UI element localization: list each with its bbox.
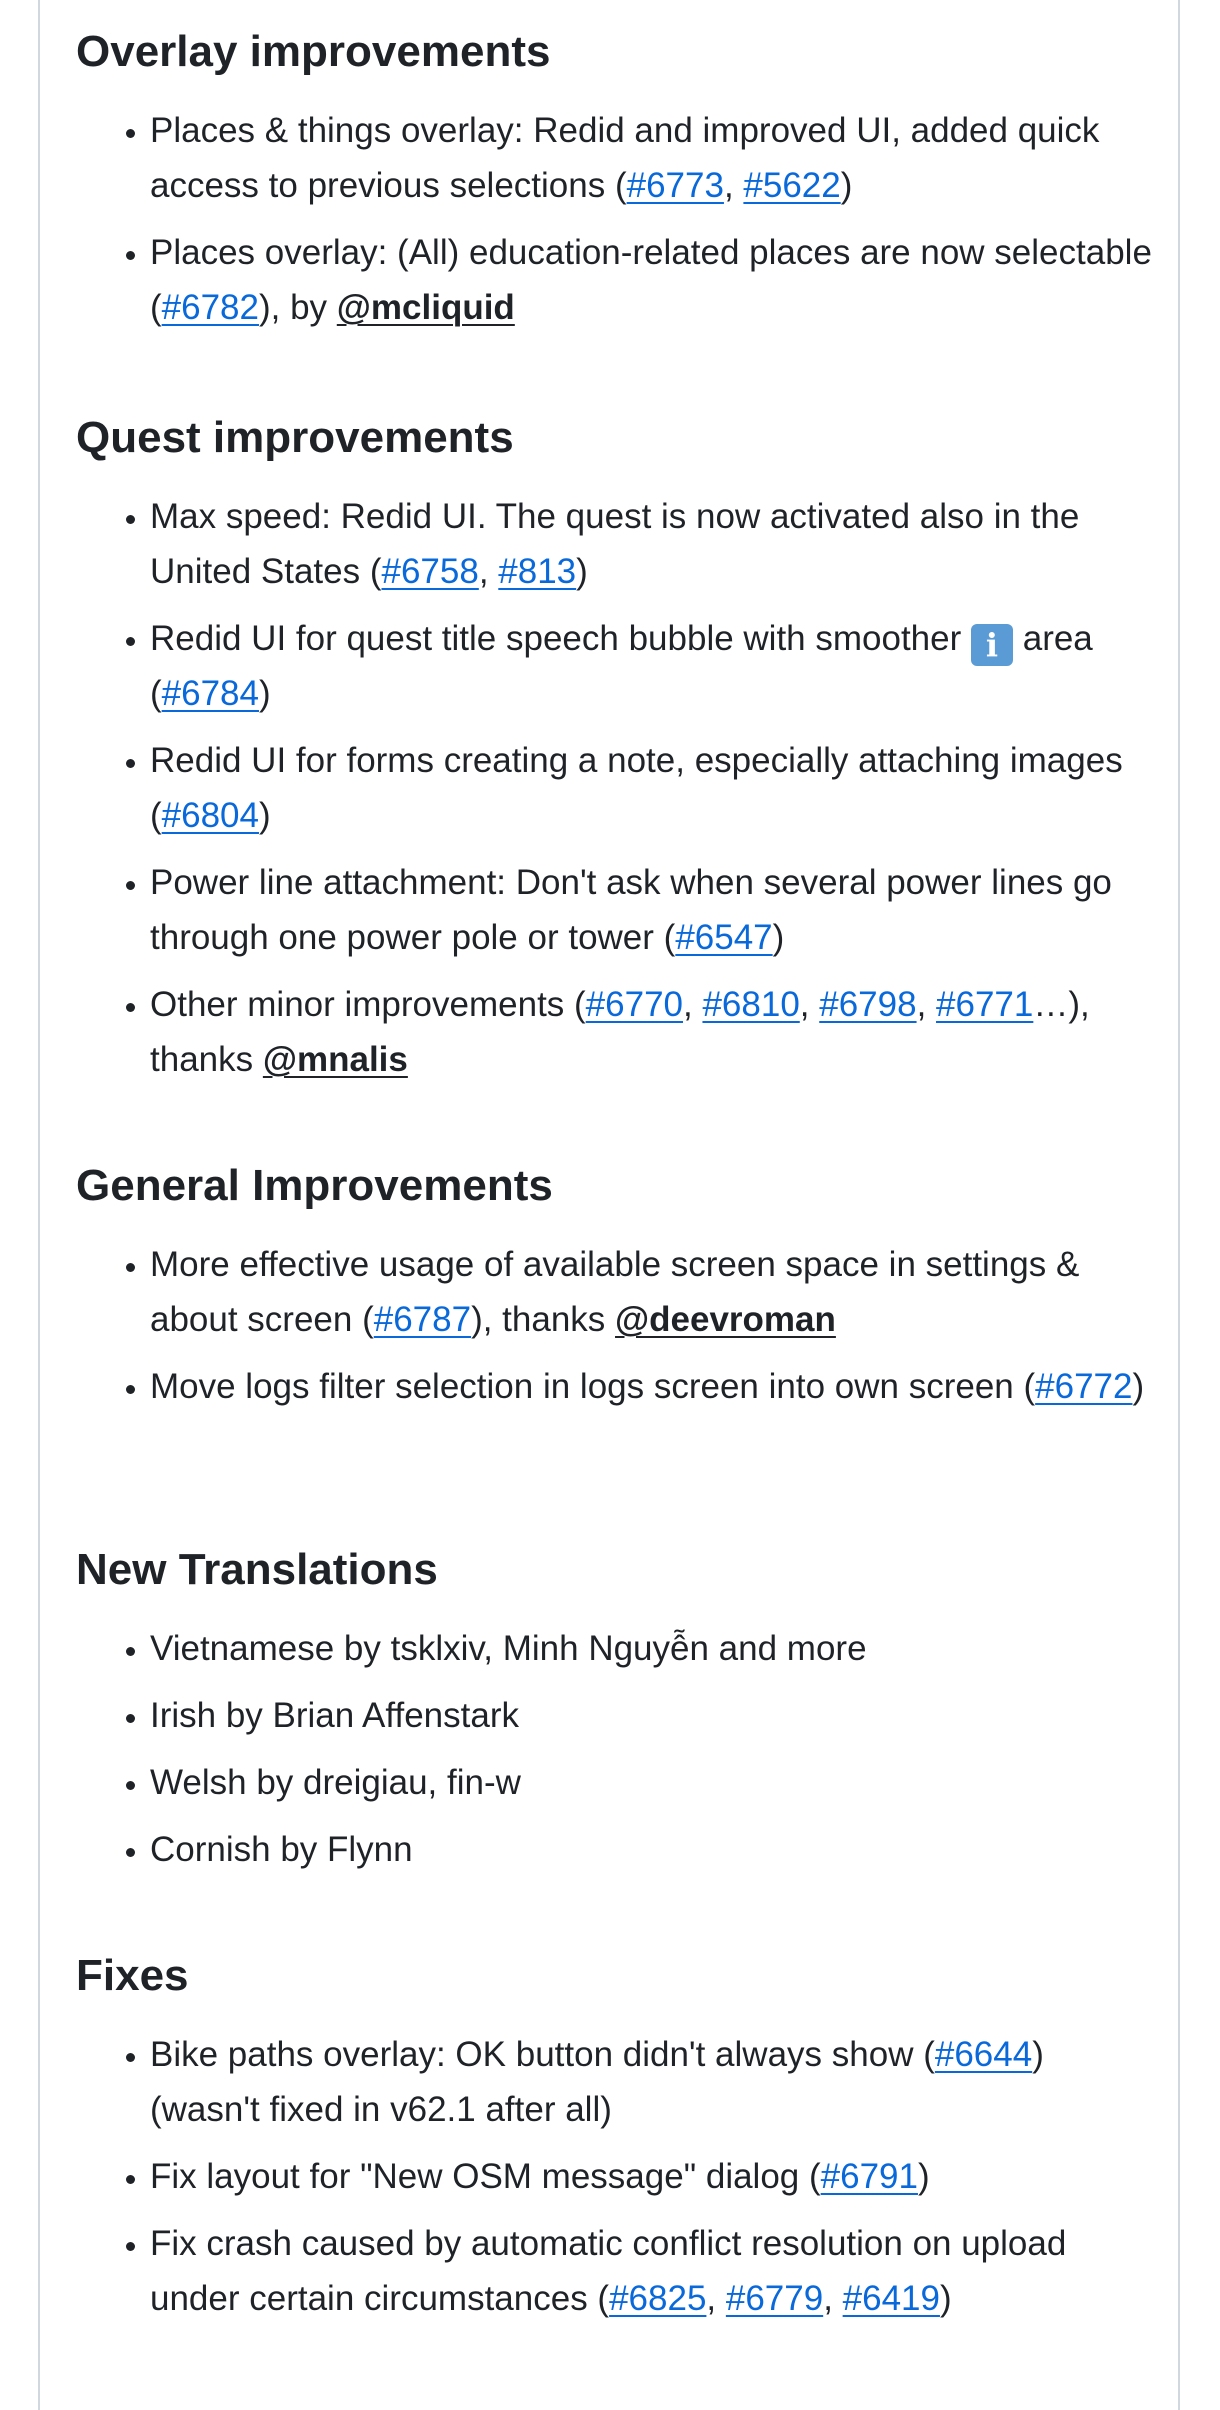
issue-link[interactable]: #6804: [161, 795, 259, 835]
list-item: [150, 733, 1156, 843]
section-title: Fixes: [76, 1951, 189, 2000]
issue-link[interactable]: #6782: [161, 287, 259, 327]
item-text: ), thanks: [471, 1299, 616, 1339]
item-text: ): [576, 551, 588, 591]
item-text: Other minor improvements (: [150, 984, 586, 1024]
item-text: Redid UI for quest title speech bubble with smoother: [150, 618, 971, 658]
list-item: [150, 2027, 1156, 2137]
list-item: [150, 2216, 1156, 2326]
issue-link[interactable]: #6825: [609, 2278, 707, 2318]
issue-link[interactable]: #6771: [936, 984, 1034, 1024]
section-general-improvements: [76, 1160, 1156, 1426]
issue-link[interactable]: #6791: [820, 2156, 918, 2196]
item-text: ,: [706, 2278, 726, 2318]
item-text: Fix layout for "New OSM message" dialog (: [150, 2156, 821, 2196]
item-text: ): [1132, 1366, 1145, 1406]
issue-link[interactable]: #6773: [626, 165, 724, 205]
item-text: Move logs filter selection in logs screen into own screen (: [150, 1366, 1036, 1406]
item-text: Irish by Brian Affenstark: [150, 1695, 519, 1735]
section-overlay-improvements: [76, 26, 1156, 347]
section-title: New Translations: [76, 1545, 438, 1594]
section-fixes: [76, 1950, 1156, 2338]
list-item: [150, 1237, 1156, 1347]
issue-link[interactable]: #6758: [381, 551, 479, 591]
item-text: ): [772, 917, 785, 957]
item-text: ,: [799, 984, 820, 1024]
item-text: More effective usage of available screen space in settings & about screen (: [150, 1244, 1080, 1339]
issue-link[interactable]: #6772: [1035, 1366, 1133, 1406]
list-item: [150, 1621, 867, 1676]
section-list: [76, 1621, 867, 1877]
item-text: Welsh by dreigiau, fin-w: [150, 1762, 521, 1802]
list-item: [150, 1359, 1156, 1414]
item-text: Vietnamese by tsklxiv, Minh Nguyễn and more: [150, 1628, 867, 1668]
item-text: Redid UI for forms creating a note, especially attaching images (: [150, 740, 1123, 835]
list-item: [150, 611, 1156, 721]
issue-link[interactable]: #6810: [702, 984, 800, 1024]
information-icon: i: [971, 624, 1013, 666]
section-new-translations: [76, 1544, 867, 1889]
list-item: [150, 977, 1156, 1087]
item-text: Places & things overlay: Redid and improved UI, added quick access to previous selections (: [150, 110, 1100, 205]
item-text: ,: [916, 984, 937, 1024]
item-text: ): [917, 2156, 930, 2196]
section-list: [76, 103, 1156, 335]
issue-link[interactable]: #5622: [743, 165, 841, 205]
item-text: ) (wasn't fixed in v62.1 after all): [150, 2034, 1044, 2129]
item-text: Power line attachment: Don't ask when several power lines go through one power pole or tower (: [150, 862, 1112, 957]
item-text: Max speed: Redid UI. The quest is now activated also in the United States (: [150, 496, 1080, 591]
user-mention-link[interactable]: @deevroman: [615, 1299, 836, 1339]
list-item: [150, 2149, 1156, 2204]
section-title: Quest improvements: [76, 413, 514, 462]
list-item: [150, 1755, 867, 1810]
item-text: Places overlay: (All) education-related places are now selectable (: [150, 232, 1152, 327]
item-text: ): [840, 165, 853, 205]
issue-link[interactable]: #6770: [585, 984, 683, 1024]
list-item: [150, 1822, 867, 1877]
item-text: ,: [823, 2278, 843, 2318]
issue-link[interactable]: #6779: [725, 2278, 824, 2318]
section-title: Overlay improvements: [76, 27, 551, 76]
issue-link[interactable]: #6784: [161, 673, 259, 713]
item-text: Cornish by Flynn: [150, 1829, 413, 1869]
issue-link[interactable]: #6547: [675, 917, 773, 957]
item-text: ,: [723, 165, 744, 205]
item-text: ,: [478, 551, 499, 591]
section-quest-improvements: [76, 412, 1156, 1099]
list-item: [150, 225, 1156, 335]
issue-link[interactable]: #813: [498, 551, 577, 591]
user-mention-link[interactable]: @mnalis: [262, 1039, 408, 1079]
issue-link[interactable]: #6787: [373, 1299, 472, 1339]
list-item: [150, 103, 1156, 213]
item-text: ): [258, 795, 271, 835]
issue-link[interactable]: #6798: [819, 984, 917, 1024]
item-text: ): [939, 2278, 952, 2318]
item-text: area (: [150, 618, 1093, 713]
list-item: [150, 855, 1156, 965]
item-text: ,: [683, 984, 703, 1024]
list-item: [150, 1688, 867, 1743]
item-text: …), thanks: [150, 984, 1090, 1079]
list-item: [150, 489, 1156, 599]
section-list: [76, 2027, 1156, 2326]
issue-link[interactable]: #6644: [934, 2034, 1033, 2074]
user-mention-link[interactable]: @mcliquid: [336, 287, 515, 327]
section-list: [76, 489, 1156, 1087]
section-list: [76, 1237, 1156, 1414]
issue-link[interactable]: #6419: [842, 2278, 940, 2318]
item-text: Bike paths overlay: OK button didn't always show (: [150, 2034, 935, 2074]
item-text: Fix crash caused by automatic conflict resolution on upload under certain circumstances (: [150, 2223, 1067, 2318]
item-text: ): [258, 673, 271, 713]
section-title: General Improvements: [76, 1161, 553, 1210]
item-text: ), by: [258, 287, 337, 327]
